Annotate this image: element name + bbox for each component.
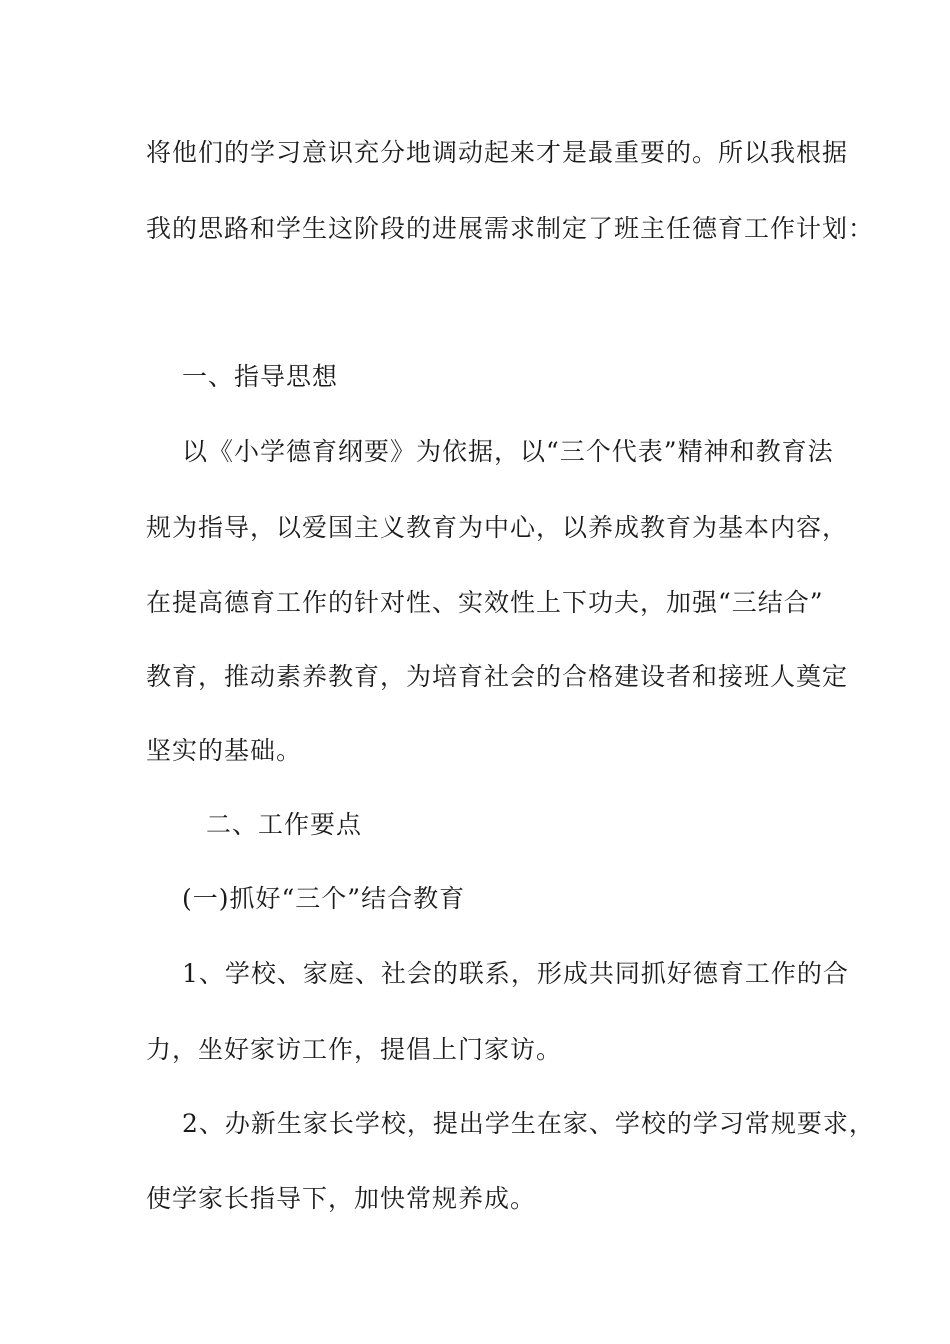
- paragraph-line: 我的思路和学生这阶段的进展需求制定了班主任德育工作计划：: [146, 214, 875, 243]
- paragraph-line: 规为指导，以爱国主义教育为中心，以养成教育为基本内容，: [146, 513, 849, 542]
- paragraph-line: 教育，推动素养教育，为培育社会的合格建设者和接班人奠定: [146, 662, 849, 691]
- paragraph-line: 使学家长指导下，加快常规养成。: [146, 1184, 537, 1213]
- paragraph-line: 将他们的学习意识充分地调动起来才是最重要的。所以我根据: [146, 138, 849, 167]
- section-heading-work-points: 二、工作要点: [206, 810, 363, 839]
- paragraph-line: 力，坐好家访工作，提倡上门家访。: [146, 1035, 563, 1064]
- paragraph-line: 1、学校、家庭、社会的联系，形成共同抓好德育工作的合: [182, 959, 849, 988]
- paragraph-line: 在提高德育工作的针对性、实效性上下功夫，加强“三结合”: [146, 588, 824, 617]
- section-heading-guiding-ideology: 一、指导思想: [182, 362, 339, 391]
- paragraph-line: 坚实的基础。: [146, 736, 303, 765]
- subsection-heading: (一)抓好“三个”结合教育: [182, 884, 466, 913]
- paragraph-line: 2、办新生家长学校，提出学生在家、学校的学习常规要求，: [182, 1109, 875, 1138]
- paragraph-line: 以《小学德育纲要》为依据，以“三个代表”精神和教育法: [182, 437, 834, 466]
